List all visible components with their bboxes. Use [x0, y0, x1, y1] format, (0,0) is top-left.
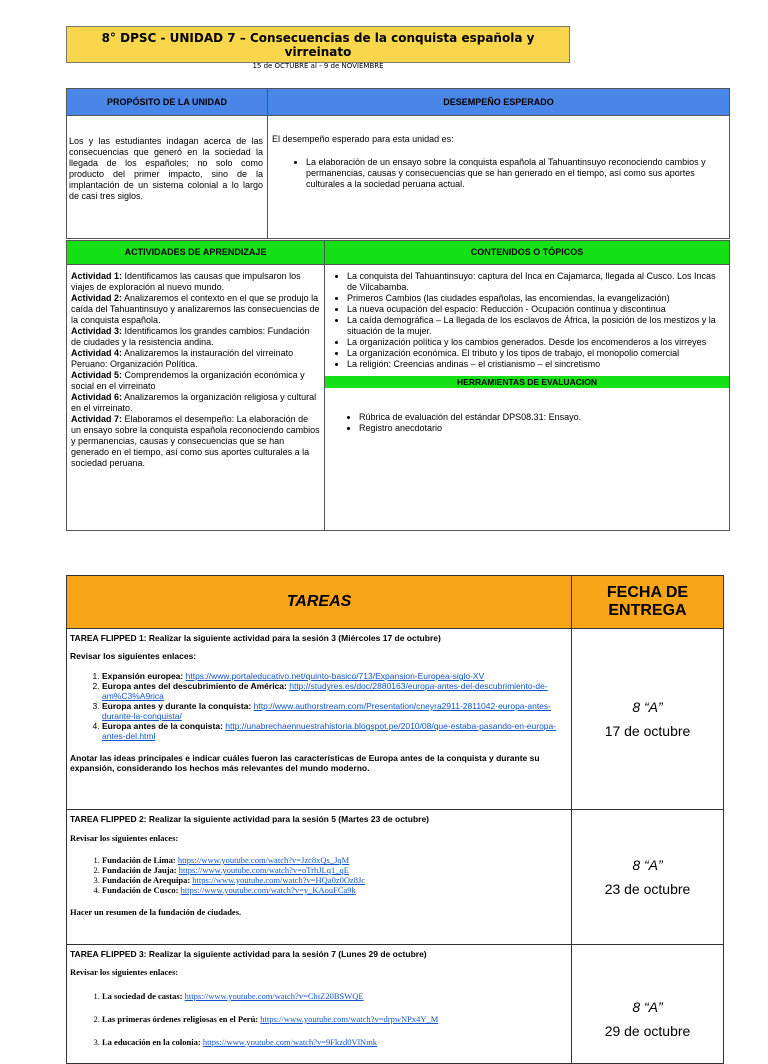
- resource-link[interactable]: https://www.youtube.com/watch?v=Jzc8xQs_JqM: [177, 855, 350, 865]
- task-title: TAREA FLIPPED 2: Realizar la siguiente actividad para la sesión 5 (Martes 23 de octubre): [70, 814, 429, 824]
- resource-link[interactable]: http://www.authorstream.com/Presentation/cneyra2911-2811042-europa-antes-durante-la-conquista/: [102, 701, 551, 721]
- link-item: 4. Europa antes de la conquista: http://unabrechaennuestrahistoria.blogspot.pe/2010/08/que-estaba-pasando-en-europa-antes-del.html: [102, 721, 567, 741]
- activity-item: Actividad 5: Comprendemos la organización económica y social en el virreinato: [71, 370, 305, 391]
- due-date-cell: [572, 629, 724, 810]
- task-instructions: Anotar las ideas principales e indicar cuáles fueron las características de Europa antes de la conquista y durante su expansión, considerando los hechos más relevantes del mundo moderno.: [70, 753, 540, 773]
- evaluation-header: HERRAMIENTAS DE EVALUACION: [325, 376, 729, 388]
- performance-item: • La elaboración de un ensayo sobre la conquista española al Tahuantinsuyo reconociendo cambios y permanencias, causas y consecuencias que se han generado en el tiempo, así como sus aportes culturales a la sociedad peruana actual.: [306, 157, 725, 190]
- task-cell: [67, 810, 572, 945]
- evaluation-item: • Rúbrica de evaluación del estándar DPS08.31: Ensayo.: [359, 412, 725, 423]
- topic-item: • La nueva ocupación del espacio: Reducción - Ocupación continua y discontinua: [347, 304, 725, 315]
- purpose-header: PROPÓSITO DE LA UNIDAD: [67, 89, 268, 116]
- task-row: [67, 629, 724, 810]
- performance-cell: [268, 116, 730, 239]
- activities-header: ACTIVIDADES DE APRENDIZAJE: [67, 241, 325, 265]
- resource-link[interactable]: https://www.youtube.com/watch?v=HQa0z0Oz8Jc: [192, 875, 366, 885]
- activity-item: Actividad 2: Analizaremos el contexto en el que se produjo la caída del Tahuantinsuyo y analizaremos las consecuencias de la conquista española.: [71, 293, 320, 325]
- resource-link[interactable]: https://www.portaleducativo.net/quinto-basico/713/Expansion-Europea-siglo-XV: [185, 671, 485, 681]
- link-item: 2. Fundación de Jauja: https://www.youtube.com/watch?v=oTrhJLq1_qE: [102, 865, 567, 875]
- task-cell: [67, 629, 572, 810]
- group-label: 8 “A”: [632, 699, 663, 715]
- link-item: 4. Fundación de Cusco: https://www.youtube.com/watch?v=y_KAouFCa9k: [102, 885, 567, 895]
- resource-link[interactable]: https://www.youtube.com/watch?v=oTrhJLq1_qE: [178, 865, 349, 875]
- task-row: [67, 810, 724, 945]
- link-item: 1. Expansión europea: https://www.portaleducativo.net/quinto-basico/713/Expansion-Europea-siglo-XV: [102, 671, 567, 681]
- due-date: 23 de octubre: [604, 881, 691, 897]
- task-title: TAREA FLIPPED 1: Realizar la siguiente actividad para la sesión 3 (Miércoles 17 de octubre): [70, 633, 441, 643]
- performance-header: DESEMPEÑO ESPERADO: [268, 89, 730, 116]
- group-label: 8 “A”: [632, 998, 663, 1015]
- task-title: TAREA FLIPPED 3: Realizar la siguiente actividad para la sesión 7 (Lunes 29 de octubre): [70, 949, 427, 959]
- performance-list: [272, 157, 725, 190]
- task-review-label: Revisar los siguientes enlaces:: [70, 967, 179, 977]
- link-item: 3. La educación en la colonia: https://www.youtube.com/watch?v=9Fkzd0VlNmk: [102, 1037, 567, 1047]
- topics-cell: [325, 265, 730, 531]
- due-date-header: FECHA DE ENTREGA: [572, 576, 724, 629]
- topic-item: • La organización política y los cambios generados. Desde los encomenderos a los virreyes: [347, 337, 725, 348]
- resource-link[interactable]: https://www.youtube.com/watch?v=y_KAouFCa9k: [180, 885, 356, 895]
- topic-item: • Primeros Cambios (las ciudades españolas, las encomiendas, la evangelización): [347, 293, 725, 304]
- task-row: [67, 945, 724, 1064]
- link-item: 3. Fundación de Arequipa: https://www.youtube.com/watch?v=HQa0z0Oz8Jc: [102, 875, 567, 885]
- topic-item: • La caída demográfica – La llegada de los esclavos de África, la posición de los mestizos y la situación de la mujer.: [347, 315, 725, 337]
- evaluation-item: • Registro anecdotario: [359, 423, 725, 434]
- tasks-header: TAREAS: [67, 576, 572, 629]
- task-cell: [67, 945, 572, 1064]
- purpose-text: Los y las estudiantes indagan acerca de las consecuencias que generó en la sociedad la llegada de los españoles; no solo como producto del primer impacto, sino de la implantación de un sistema colonial a lo largo de casi tres siglos.: [67, 116, 268, 239]
- evaluation-list: [329, 412, 725, 434]
- link-list: [70, 671, 567, 741]
- unit-table: [66, 88, 730, 239]
- link-item: 3. Europa antes y durante la conquista: http://www.authorstream.com/Presentation/cneyra2911-2811042-europa-antes-durante-la-conquista/: [102, 701, 567, 721]
- activity-item: Actividad 6: Analizaremos la organización religiosa y cultural en el virreinato.: [71, 392, 317, 413]
- task-review-label: Revisar los siguientes enlaces:: [70, 651, 197, 661]
- link-item: 1. La sociedad de castas: https://www.youtube.com/watch?v=ChiZ20BSWQE: [102, 991, 567, 1001]
- performance-intro: El desempeño esperado para esta unidad es:: [272, 134, 454, 144]
- topic-item: • La organización económica. El tributo y los tipos de trabajo, el monopolio comercial: [347, 348, 725, 359]
- activity-item: Actividad 1: Identificamos las causas que impulsaron los viajes de exploración al nuevo mundo.: [71, 271, 301, 292]
- link-list: [70, 855, 567, 895]
- due-date-cell: [572, 810, 724, 945]
- task-review-label: Revisar los siguientes enlaces:: [70, 833, 179, 843]
- link-item: 2. Europa antes del descubrimiento de América: http://studyres.es/doc/2880163/europa-antes-del-descubrimiento-de-am%C3%A9rica: [102, 681, 567, 701]
- activity-item: Actividad 3: Identificamos los grandes cambios: Fundación de ciudades y la resistencia andina.: [71, 326, 310, 347]
- topic-item: • La conquista del Tahuantinsuyo: captura del Inca en Cajamarca, llegada al Cusco. Los Incas de Vilcabamba.: [347, 271, 725, 293]
- resource-link[interactable]: https://www.youtube.com/watch?v=9Fkzd0VlNmk: [202, 1037, 378, 1047]
- task-instructions: Hacer un resumen de la fundación de ciudades.: [70, 907, 242, 917]
- due-date-cell: [572, 945, 724, 1064]
- date-range: 15 de OCTUBRE al - 9 de NOVIEMBRE: [252, 62, 384, 70]
- link-item: 1. Fundación de Lima: https://www.youtube.com/watch?v=Jzc8xQs_JqM: [102, 855, 567, 865]
- activity-item: Actividad 7: Elaboramos el desempeño: La elaboración de un ensayo sobre la conquista española reconociendo cambios y permanencias, causas y consecuencias que se han generado en el tiempo, así como sus aportes culturales a la sociedad peruana.: [71, 414, 320, 468]
- tasks-table: [66, 575, 724, 1064]
- resource-link[interactable]: http://unabrechaennuestrahistoria.blogspot.pe/2010/08/que-estaba-pasando-en-europa-antes-del.html: [102, 721, 557, 741]
- page-title: 8° DPSC - UNIDAD 7 – Consecuencias de la conquista española y virreinato: [101, 31, 535, 59]
- topic-item: • La religión: Creencias andinas – el cristianismo – el sincretismo: [347, 359, 725, 370]
- group-label: 8 “A”: [632, 857, 663, 873]
- activities-table: [66, 240, 730, 531]
- resource-link[interactable]: https://www.youtube.com/watch?v=drpwNPx4Y_M: [260, 1014, 439, 1024]
- due-date: 29 de octubre: [604, 1022, 691, 1039]
- topics-list: [329, 271, 725, 370]
- resource-link[interactable]: http://studyres.es/doc/2880163/europa-antes-del-descubrimiento-de-am%C3%A9rica: [102, 681, 548, 701]
- title-banner: [66, 26, 570, 70]
- resource-link[interactable]: https://www.youtube.com/watch?v=ChiZ20BSWQE: [184, 991, 364, 1001]
- activity-item: Actividad 4: Analizaremos la instauración del virreinato Peruano: Organización Política.: [71, 348, 294, 369]
- link-item: 2. Las primeras órdenes religiosas en el Perú: https://www.youtube.com/watch?v=drpwNPx4Y_M: [102, 1014, 567, 1024]
- due-date: 17 de octubre: [604, 723, 691, 739]
- topics-header: CONTENIDOS O TÓPICOS: [325, 241, 730, 265]
- link-list: [70, 991, 567, 1047]
- activities-cell: [67, 265, 325, 531]
